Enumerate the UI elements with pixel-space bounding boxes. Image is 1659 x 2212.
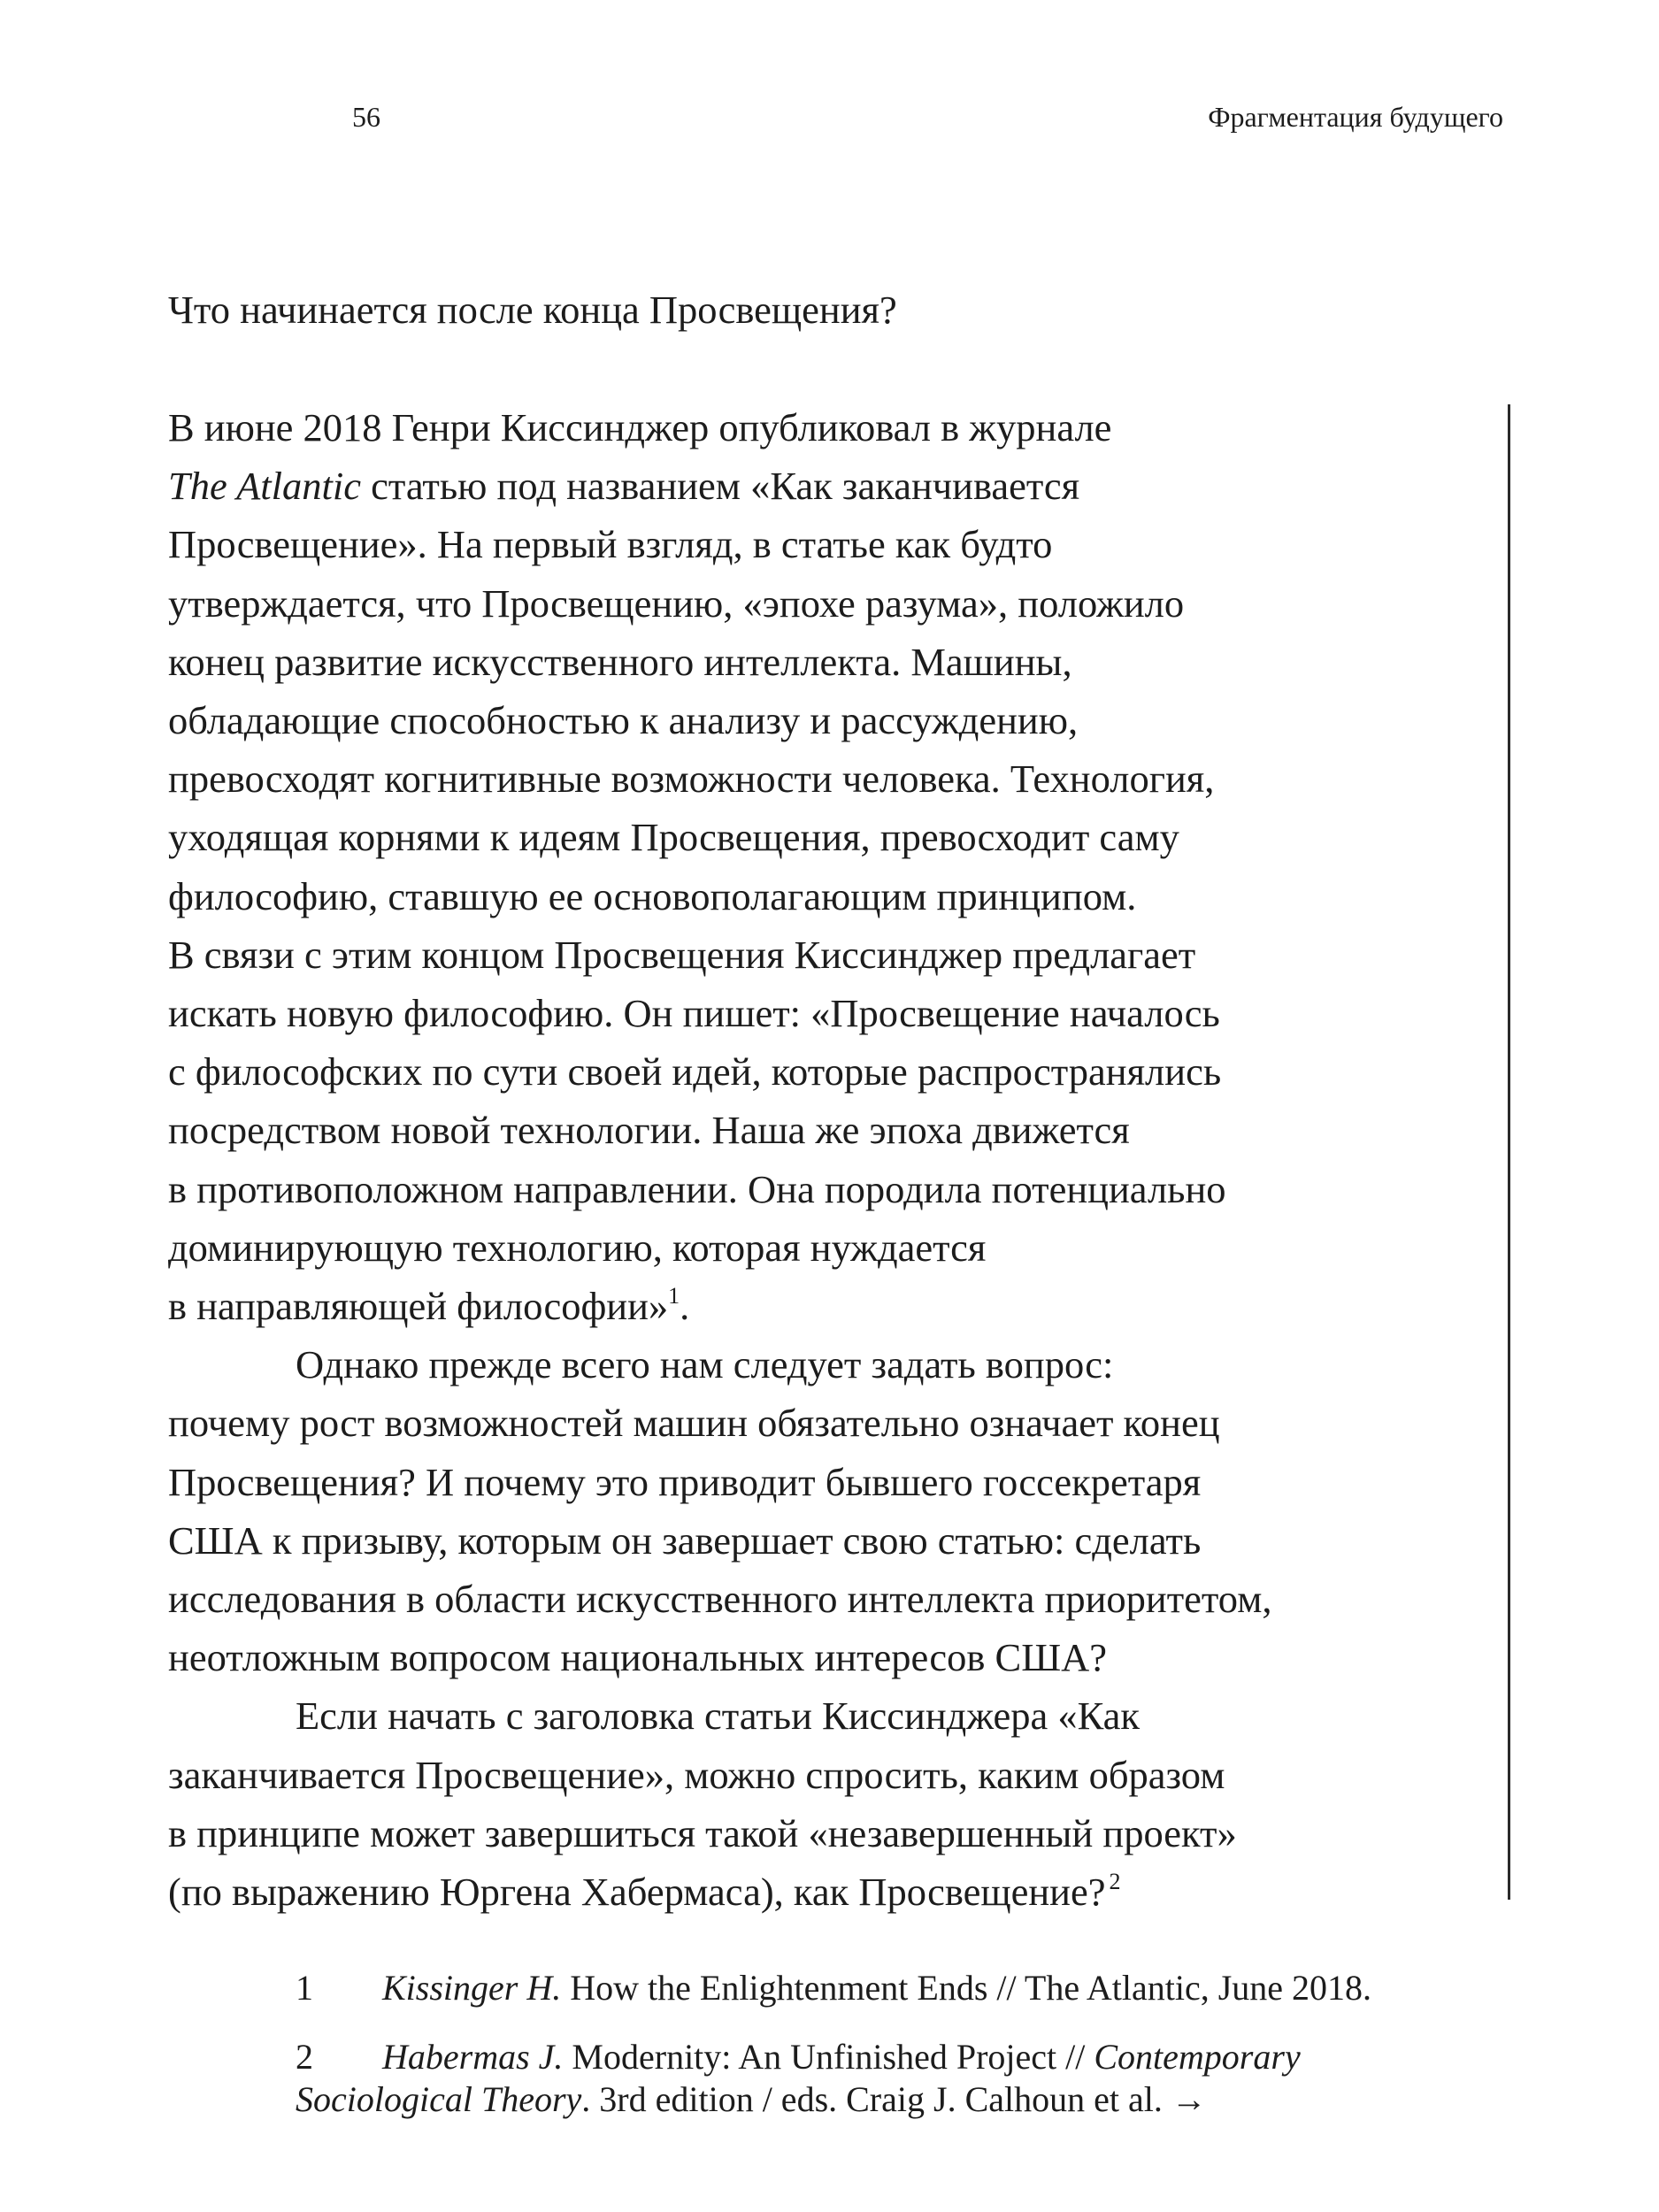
- footnote-ref-2[interactable]: 2: [1109, 1869, 1121, 1895]
- footnote-1: [296, 1967, 1508, 2009]
- paragraph-3-line: заканчивается Просвещение», можно спросить, каким образом: [168, 1752, 1225, 1797]
- paragraph-2-line: неотложным вопросом национальных интересов США?: [168, 1635, 1108, 1680]
- text-run: (по выражению Юргена Хабермаса), как Просвещение?: [168, 1870, 1106, 1915]
- footnote-ref-1[interactable]: 1: [668, 1283, 680, 1310]
- margin-vertical-rule: [1508, 404, 1510, 1900]
- journal-title: The Atlantic: [168, 464, 361, 509]
- text-run: в направляющей философии»: [168, 1284, 669, 1329]
- text-run: .: [680, 1284, 690, 1329]
- paragraph-1-line: В июне 2018 Генри Киссинджер опубликовал в журнале: [168, 405, 1112, 449]
- paragraph-1-line: Просвещение». На первый взгляд, в статье как будто: [168, 522, 1053, 567]
- footnote-number: 2: [296, 2037, 313, 2077]
- paragraph-2-line: Однако прежде всего нам следует задать вопрос:: [296, 1342, 1114, 1387]
- paragraph-1-line: конец развитие искусственного интеллекта. Машины,: [168, 639, 1072, 684]
- text-run: . 3rd edition / eds. Craig J. Calhoun et al. →: [581, 2079, 1207, 2119]
- paragraph-1-line: уходящая корнями к идеям Просвещения, превосходит саму: [168, 815, 1179, 860]
- paragraph-2-line: Просвещения? И почему это приводит бывшего госсекретаря: [168, 1459, 1202, 1504]
- text-run: How the Enlightenment Ends // The Atlantic, June 2018.: [561, 1968, 1372, 2008]
- footnote-text-continued: [296, 2078, 1508, 2121]
- footnote-source-title: Sociological Theory: [296, 2079, 582, 2119]
- paragraph-1-line: обладающие способностью к анализу и рассуждению,: [168, 698, 1079, 743]
- paragraph-2-line: США к призыву, которым он завершает свою статью: сделать: [168, 1517, 1202, 1563]
- paragraph-1-line: [168, 1277, 1416, 1335]
- section-heading: Что начинается после конца Просвещения?: [168, 288, 897, 332]
- footnote-author: Habermas J.: [382, 2037, 564, 2077]
- page-number: 56: [352, 101, 380, 133]
- footnote-author: Kissinger H.: [382, 1968, 562, 2008]
- footnotes: [296, 1967, 1508, 2147]
- paragraph-1-line: философию, ставшую ее основополагающим принципом.: [168, 873, 1137, 918]
- footnote-2: [296, 2036, 1508, 2121]
- paragraph-2-line: исследования в области искусственного интеллекта приоритетом,: [168, 1577, 1272, 1622]
- paragraph-1-line: в противоположном направлении. Она породила потенциально: [168, 1166, 1226, 1211]
- paragraph-3-line: Если начать с заголовка статьи Киссинджера «Как: [296, 1694, 1141, 1739]
- paragraph-1-line: [168, 457, 1416, 515]
- paragraph-3-line: [168, 1863, 1416, 1921]
- paragraph-1-line: с философских по сути своей идей, которые распространялись: [168, 1049, 1222, 1094]
- body-text: [168, 398, 1416, 1921]
- text-run: статью под названием «Как заканчивается: [360, 464, 1080, 509]
- text-run: Modernity: An Unfinished Project //: [563, 2037, 1094, 2077]
- paragraph-1-line: В связи с этим концом Просвещения Киссинджер предлагает: [168, 932, 1196, 977]
- footnote-number: 1: [296, 1968, 313, 2008]
- footnote-text: [296, 2036, 1508, 2078]
- paragraph-1-line: посредством новой технологии. Наша же эпоха движется: [168, 1108, 1130, 1153]
- running-title: Фрагментация будущего: [1208, 101, 1503, 133]
- paragraph-1-line: утверждается, что Просвещению, «эпохе разума», положило: [168, 580, 1185, 626]
- paragraph-2-line: почему рост возможностей машин обязательно означает конец: [168, 1401, 1220, 1446]
- paragraph-1-line: искать новую философию. Он пишет: «Просвещение началось: [168, 991, 1220, 1036]
- footnote-text: [296, 1967, 1508, 2009]
- paragraph-3-line: в принципе может завершиться такой «незавершенный проект»: [168, 1810, 1237, 1855]
- paragraph-1-line: доминирующую технологию, которая нуждается: [168, 1225, 987, 1270]
- footnote-source-title: Contemporary: [1094, 2037, 1301, 2077]
- paragraph-1-line: превосходят когнитивные возможности человека. Технология,: [168, 757, 1215, 802]
